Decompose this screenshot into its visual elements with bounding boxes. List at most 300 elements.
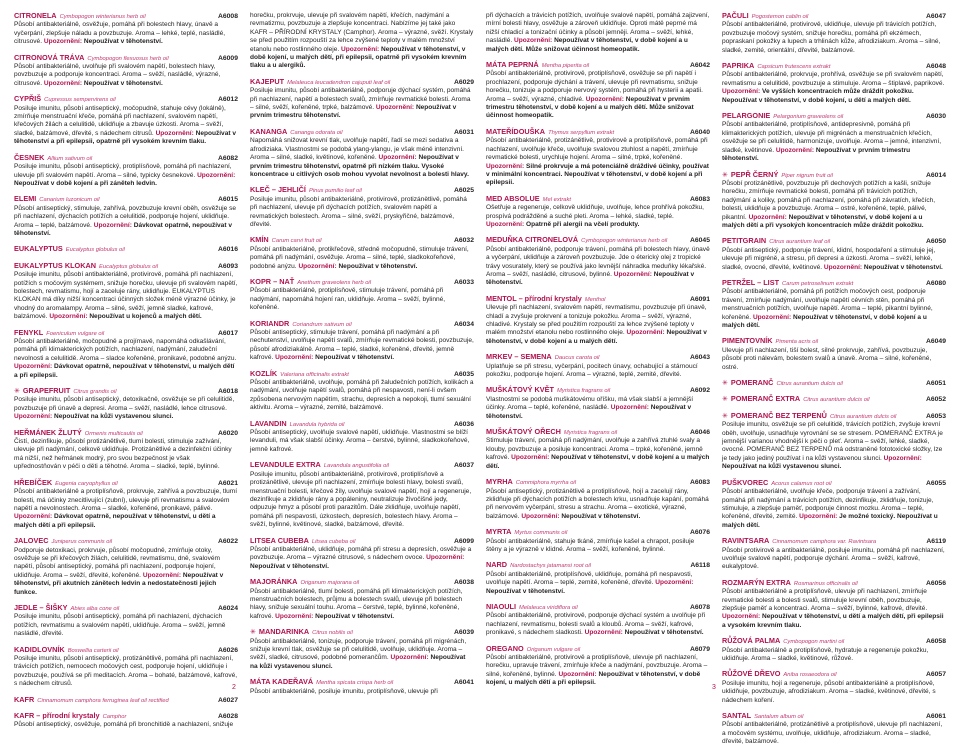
latin-name: Mentha piperita oil [541, 63, 590, 70]
oil-name: PAPRIKA [722, 61, 755, 71]
entry-description [14, 271, 238, 321]
snowflake-icon: ✳ [722, 412, 728, 420]
product-code: A6018 [217, 388, 238, 396]
warning-text: Nepoužívat v těhotenství. [83, 38, 163, 46]
oil-name: MYRTA [486, 527, 512, 537]
entry-description [250, 588, 474, 622]
oil-entry [486, 128, 710, 188]
oil-entry [14, 262, 238, 322]
warning-label: Upozornění: [275, 612, 314, 620]
latin-name: Citrus grandis oil [73, 389, 117, 396]
oil-name: LAVANDIN [250, 418, 287, 428]
entry-description [250, 137, 474, 179]
snowflake-icon: ✳ [722, 171, 728, 179]
oil-name: SANTAL [722, 711, 752, 721]
entry-description [250, 429, 474, 454]
warning-text: Nepoužívat v těhotenství, v době kojení, u malých dětí a při epilepsii. [486, 670, 701, 687]
description-text: Působí antibakteriálně, protivirově, protiplísňově, osvěžuje se při napětí i prochlazení, podporuje dýchání a trávení, ulevuje při revmatismu, snižuje horečku, tonizuje a podporuje nervový systém, pomáhá při hysterii a apatii. Aroma – svěží, výrazné, chladivé. [486, 70, 703, 103]
latin-name: Cupressus sempervirens oil [44, 97, 116, 104]
oil-name: CITRONELA [14, 11, 57, 20]
latin-name: Aniba rosaeodora oil [783, 672, 837, 679]
oil-name: NARD [486, 560, 508, 570]
product-code: A6030 [925, 113, 946, 121]
warning-text: Nepoužívat v těhotenství. [486, 270, 695, 287]
oil-entry [722, 171, 946, 231]
warning-text: Nepoužívat na kůži vystavenou slunci. [54, 413, 174, 421]
entry-description [14, 396, 238, 421]
description-text: Působí antibakteriálně, protiplísňově, uklidňuje, pomáhá při nespavosti, uvolňuje napětí. Aroma – teplé, zemité, kořeněné, dřevité. [486, 570, 693, 587]
entry-header [722, 12, 946, 21]
oil-entry [486, 528, 710, 554]
entry-header [14, 154, 238, 163]
latin-name: Abies alba cone oil [70, 605, 120, 612]
latin-name: Thymus serpyllum extrakt [548, 129, 615, 136]
entry-header [486, 128, 710, 137]
warning-text: Dávkovat opatrně, nepoužívat v těhotenství, u malých dětí a při epilepsii. [14, 363, 235, 379]
entry-continued [486, 12, 710, 54]
product-code: A6082 [217, 154, 238, 162]
description-text: Působí antiseptický, protizánětlivě a protiplísňově, hojí a zacelují rány, zklidňuje při dýchacích potížích a bolestech krku, usnadňuje kapání, pomáhá při nervovém vyčerpání, stresu a strachu. Aroma – exotické, výrazné, balzámové. [486, 487, 709, 520]
warning-text: Nepoužívat v těhotenství. [561, 512, 641, 520]
oil-name: KADIDLOVNÍK [14, 644, 65, 654]
description-text: Uplatňuje se při stresu, vyčerpání, pocitech únavy, ochabující a stárnoucí pokožku, podporuje hojení. Aroma – výrazné, teplé, zemité, dřevité. [486, 362, 698, 379]
entry-header [14, 195, 238, 204]
oil-name: LEVANDULE EXTRA [250, 460, 321, 470]
product-code: A6083 [689, 479, 710, 487]
oil-entry [14, 429, 238, 472]
product-code: A6027 [217, 696, 238, 704]
warning-label: Upozornění: [14, 363, 53, 371]
entry-header [250, 78, 474, 87]
oil-entry [250, 320, 474, 363]
product-code: A6047 [925, 13, 946, 20]
latin-name: Valeriana officinalis extrakt [280, 371, 349, 378]
description-text: Posiluje imunitu, působí antiseptický, protizánětlivě, pomáhá při nachlazení, trávicích potížích, nemocech močových cest, podporuje hojení, uklidňuje i povzbuzuje, používá se při meditacích. Aroma – bohaté, balzámové, kafrové, s nádechem citrusů. [14, 655, 238, 688]
warning-text: Nepoužívat na kůži vystavenou slunci. [722, 463, 842, 471]
oil-name: OREGANO [486, 643, 524, 653]
oil-name: MAJORÁNKA [250, 577, 298, 587]
warning-label: Upozornění: [486, 220, 525, 228]
snowflake-icon: ✳ [14, 388, 20, 396]
warning-text: Je možné toxický. Nepoužívat u malých dětí. [722, 513, 938, 529]
oil-name: MÁTA PEPRNÁ [486, 60, 539, 70]
warning-text: Opatrně při alergii na včelí produkty. [526, 220, 640, 228]
oil-name: MEDUŇKA CITRONELOVÁ [486, 235, 579, 245]
product-code: A6093 [217, 262, 238, 270]
description-text: Působí antibakteriálně, podporuje trávení, pomáhá při bolestech hlavy, únavě a vyčerpání, uklidňuje a zároveň povzbuzuje. Jde o éterický olej z tropické trávy vosurately, který se používá jako levnější náhradka meduňky lékařské. Aroma – svěží, nasládlé, citrusové, bylinné. [486, 245, 710, 278]
oil-name: POMERANČ EXTRA [730, 394, 801, 404]
entry-header [250, 461, 474, 470]
entry-description [250, 546, 474, 571]
oil-name: HŘEBÍČEK [14, 477, 53, 487]
snowflake-icon: ✳ [722, 396, 728, 404]
oil-entry [722, 12, 946, 55]
entry-header [14, 604, 238, 613]
description-text: Působí antibakteriálně, uvolňuje při svalovém napětí, bolestech hlavy, povzbuzuje a podporuje koncentraci. Aroma – svěží, nasládlé, výrazné, citrusové. [14, 63, 221, 87]
warning-label: Upozornění: [298, 262, 337, 270]
oil-name: GRAPEFRUIT [22, 386, 71, 396]
oil-entry [250, 128, 474, 179]
description-text: Působí antibakteriálně, protizánětlivě a protiplísňově, ulevuje při nachlazení, a močovém systému, uvolňuje, uklidňuje, afrodiziakum. Aroma – sladké, dřevité, balzámové. [722, 721, 943, 746]
product-code: A6119 [926, 538, 946, 546]
oil-name: CYPŘIŠ [14, 94, 42, 104]
oil-entry [486, 61, 710, 121]
column-1 [14, 11, 238, 729]
oil-name: MED ABSOLUE [486, 193, 540, 203]
latin-name: Citrus aurantium leaf oil [769, 239, 831, 246]
warning-label: Upozornění: [93, 221, 132, 229]
entry-header [722, 279, 946, 288]
oil-name: ČESNEK [14, 152, 45, 162]
description-text: Posiluje imunitu, hojí a regeneruje, působí antibakteriálně a protiplísňově, uklidňuje, povzbuzuje, afrodiziakum. Aroma – sladké, květinové, dřevité, s nádechem koření. [722, 679, 936, 704]
latin-name: Cinnamomum camphora var. Ravintsara [772, 539, 877, 546]
oil-entry [722, 237, 946, 272]
oil-name: JALOVEC [14, 536, 49, 546]
warning-label: Upozornění: [722, 88, 761, 96]
latin-name: Eucalyptus globulus oil [65, 247, 125, 254]
entry-header [486, 353, 710, 362]
description-text: Podporuje detoxikaci, prokrvuje, působí močopudně, zmírňuje otoky, osvěžuje se při křečových žilách, celulitidě, revmatismu, dně, svalovém napětí, působí antiseptický, pomáhá při nachlazení, podporuje hojení, uklidňuje. Aroma – svěží, dřevité, kořeněné. [14, 546, 220, 579]
warning-label: Upozornění: [43, 79, 83, 87]
description-text: Působí antibakteriálně, protiplísňově, antidepresivně, pomáhá při klimakterických potížích, ulevuje při migrénách a menstruačních křečích, osvěžuje se při celulitidě, harmonizuje, uvolňuje. Aroma – jemné, intenzivní, sladké, květinové. [722, 121, 942, 154]
oil-name: FENYKL [14, 327, 44, 337]
description-text: Posiluje imunitu, působí antiseptický, protiplísňově, pomáhá při nachlazení, ulevuje při svalovém napětí. Aroma – silné, typicky česnekové. [14, 163, 232, 179]
oil-entry [486, 645, 710, 688]
oil-entry [722, 62, 946, 105]
entry-header [722, 579, 946, 588]
entry-header [250, 678, 474, 687]
entry-header [250, 320, 474, 329]
latin-name: Capsicum frutescens extrakt [757, 64, 831, 71]
product-code: A6020 [217, 429, 238, 437]
warning-text: Nepoužívat v těhotenství. [315, 354, 395, 362]
entry-header [250, 537, 474, 546]
oil-entry [250, 537, 474, 572]
latin-name: Ormenis multicaulis oil [84, 430, 143, 437]
product-code: A6118 [690, 562, 710, 570]
oil-entry [722, 379, 946, 388]
product-code: A6076 [689, 529, 710, 537]
oil-name: MRKEV – SEMENA [486, 352, 552, 362]
entry-description [250, 471, 474, 530]
warning-text: Nepoužívat u kojenců a malých dětí. [89, 313, 202, 321]
description-text: Působí protizánětlivě, povzbuzuje při dechových potížích a kašli, snižuje horečku, zmírňuje revmatické bolesti, pomáhá při trávicích potížích, nadýmání a koliky, pomáhá při nachlazení, pomáhá při závratích, křečích, bolesti, uklidňuje a povzbuzuje. Aroma – ostré, kořeněné, teplé, pálivé, pikantní. [722, 179, 936, 221]
product-code: A6025 [453, 187, 474, 195]
oil-entry [722, 279, 946, 330]
entry-description [14, 163, 238, 188]
warning-text: Nepoužívat v prvním trimestru těhotenství, opatrně při nízkém tlaku. Vysoké koncentrace u citlivých osob mohou vyvolat nevolnost a bolesti hlavy. [250, 154, 469, 178]
oil-entry [722, 579, 946, 630]
entry-header [722, 412, 946, 421]
warning-label: Upozornění: [341, 45, 380, 53]
description-text: Působí antibakteriálně, protivirově a protiplísňově, ulevuje při nachlazení, horečku, upravuje trávení, zmírňuje křeče a nadýmání, povzbuzuje. Aroma – silné, kořeněné, bylinné. [486, 654, 708, 678]
product-code: A6045 [689, 237, 710, 245]
warning-text: Nepoužívat v těhotenství, v době kojení a u malých dětí. [722, 313, 927, 329]
entry-header [722, 171, 946, 180]
oil-entry [250, 186, 474, 229]
description-text: Posiluje imunitu, působí antibakteriálně, podporuje dýchací systém, pomáhá při nachlazení, napětí a bolestech svalů, zmírňuje revmatické bolesti. Aroma – silné, svěží, kořeněné, trpké, balzámové. [250, 87, 471, 112]
oil-name: RŮŽOVÁ PALMA [722, 636, 781, 646]
entry-description [250, 12, 474, 71]
entry-header [14, 329, 238, 338]
entry-header [722, 670, 946, 679]
oil-entry [14, 646, 238, 689]
description-text: horečku, prokrvuje, ulevuje při svalovém napětí, křečích, nadýmání a revmatizmu, povzbuzuje a zlepšuje koncentraci. Nabízíme jej také jako KAFR – PŘÍRODNÍ KRYSTALY (Camphor). Aroma – výrazné, svěží. Krystaly se před použitím rozpouští za lehce zvýšené teploty v malém množství etanolu nebo rostlinného oleje. [250, 12, 474, 53]
entry-header [14, 537, 238, 546]
entry-description [14, 613, 238, 638]
product-code: A6031 [453, 128, 474, 136]
description-text: Působí antiseptický, stimuluje, zahřívá, povzbuzuje krevní oběh, osvěžuje se při nachlazení, dýchacích potížích a celulitidě, podporuje hojení, uklidňuje. Aroma – teplé, balzámové. [14, 204, 236, 229]
latin-name: Allium sativum oil [47, 155, 93, 162]
oil-name: PELARGONIE [722, 111, 771, 121]
oil-name: MENTOL – přírodní krystaly [486, 293, 582, 303]
entry-description [486, 654, 710, 688]
entry-header [722, 237, 946, 246]
product-code: A6024 [217, 604, 238, 612]
product-code: A6032 [453, 237, 474, 245]
entry-header [250, 186, 474, 195]
warning-label: Upozornění: [486, 162, 525, 170]
description-text: Působí antibakteriálně, protiplísňově, stimuluje trávení, pomáhá při nadýmání, napomáhá hojení ran, uklidňuje. Aroma – svěží, bylinné, kořeněné. [250, 287, 446, 312]
entry-description [14, 438, 238, 472]
latin-name: Eugenia caryophyllus oil [55, 480, 118, 487]
description-text: Působí antibakteriálně, uvolňuje, pomáhá při žaludečních potížích, kolikách a nadýmání, uvolňuje napětí svalů, pomáhá při nespavosti, není-li ovšem způsobena nervovým napětím, strachu, depresích a nepokoji, tlumí sexuální aktivitu. Aroma – výrazné, zemité, balzámové. [250, 379, 474, 412]
warning-label: Upozornění: [142, 571, 182, 579]
description-text: při dýchacích a trávicích potížích, uvolňuje svalové napětí, pomáhá zajizvení, mírní bolesti hlavy, osvěžuje a zároveň uklidňuje. Oproti mátě peprné má nižší chladicí a tonizační účinky a působí jemněji. Aroma – svěží, lehké, nasládlé. [486, 12, 710, 45]
entry-header [14, 696, 238, 705]
latin-name: Anethum graveolens herb oil [297, 279, 371, 286]
warning-text: Nepoužívat v těhotenství. [486, 404, 692, 420]
oil-entry [14, 95, 238, 146]
warning-label: Upozornění: [275, 354, 314, 362]
latin-name: Lavandula angustifolia oil [323, 463, 389, 470]
oil-entry [14, 12, 238, 47]
oil-name: MATEŘÍDOUŠKA [486, 126, 546, 136]
entry-header [14, 479, 238, 488]
oil-entry [250, 420, 474, 455]
description-text: Ošetřuje a regeneruje, celkově uklidňuje, uvolňuje, lehce prohřívá pokožku, prospívá podrážděné a suché pleti. Aroma – lehké, sladké, teplé. [486, 204, 704, 220]
oil-entry [722, 112, 946, 163]
product-code: A6008 [217, 13, 238, 20]
entry-header [722, 537, 946, 546]
description-text: Působí antibakteriálně, tonizuje, podporuje trávení, pomáhá při migrénách, snižuje krevní tlak, osvěžuje se při celulitidě, uvolňuje, uklidňuje. Aroma – svěží, sladké, citrusové, podobné pomerančům. [250, 637, 467, 662]
product-code: A6012 [217, 96, 238, 104]
entry-description [486, 612, 710, 637]
oil-name: NIAOULI [486, 601, 516, 611]
oil-entry [250, 578, 474, 621]
oil-entry [14, 329, 238, 380]
product-code: A6016 [217, 246, 238, 254]
warning-label: Upozornění: [14, 413, 53, 421]
entry-header [14, 95, 238, 104]
product-code: A6029 [453, 78, 474, 86]
warning-label: Upozornění: [655, 579, 694, 587]
warning-text: Nepoužívat v těhotenství, v době kojení, u malých dětí, při epilepsii, opatrně při vysokém krevním tlaku a u alergiků. [250, 45, 467, 70]
entry-description [486, 437, 710, 471]
description-text: Působí antibakteriálně, protizánětlivě, protivirově a protiplísňově, pomáhá při nachlazení, uvolňuje křeče, uvolňuje svalovou ztuhlost a napětí, zmírňuje revmatické bolesti, urychluje hojení. Aroma – silné, trpké, kořeněné. [486, 137, 708, 162]
oil-entry [14, 387, 238, 422]
oil-entry [250, 678, 474, 696]
entry-header [722, 479, 946, 488]
warning-label: Upozornění: [511, 454, 550, 462]
warning-label: Upozornění: [613, 270, 652, 278]
product-code: A6078 [689, 603, 710, 611]
description-text: Působí protivirově a antibakteriálně, posiluje imunitu, pomáhá při nachlazení, uvolňuje svalové napětí, podporuje dýchání. Aroma – svěží, kafrové, eukalyptové. [722, 546, 945, 571]
oil-name: KORIANDR [250, 318, 290, 328]
oil-entry [14, 54, 238, 89]
product-code: A6017 [217, 329, 238, 337]
entry-header [14, 245, 238, 254]
description-text: Působí antibakteriálně, protikřečově, středně močopudně, stimuluje trávení, pomáhá při nadýmání, osvěžuje. Aroma – silné, teplé, sladkokořeňové, podobné anýzu. [250, 245, 469, 270]
entry-header [14, 429, 238, 438]
latin-name: Coriandrum sativum oil [292, 321, 352, 328]
entry-description [722, 647, 946, 664]
latin-name: Boswellia carterii oil [67, 647, 119, 654]
latin-name: Carum carvi fruit oil [271, 238, 322, 245]
entry-description [722, 347, 946, 372]
entry-description [250, 688, 474, 696]
latin-name: Foeniculum vulgare oil [46, 330, 105, 337]
product-code: A6061 [925, 713, 946, 721]
entry-description [14, 547, 238, 597]
warning-text: Nepoužívat na kůži vystavenou slunci. [250, 654, 466, 670]
warning-text: Nepoužívat v těhotenství. [486, 587, 565, 595]
entry-header [486, 195, 710, 204]
entry-header [14, 646, 238, 655]
latin-name: Litsea cubeba oil [311, 538, 356, 545]
entry-description [722, 71, 946, 105]
product-code: A6080 [925, 279, 946, 287]
entry-description [722, 547, 946, 572]
oil-entry [250, 278, 474, 313]
product-code: A6050 [925, 238, 946, 246]
latin-name: Eucalyptus globulus oil [99, 263, 159, 270]
warning-text: Nepoužívat v těhotenství. [250, 562, 329, 570]
product-code: A6040 [689, 128, 710, 136]
oil-name: PEPŘ ČERNÝ [730, 169, 779, 179]
warning-text: Nepoužívat v těhotenství. [624, 629, 704, 637]
warning-label: Upozornění: [426, 554, 465, 562]
description-text: Působí antibakteriálně, prokrvuje, prohřívá, osvěžuje se při svalovém napětí, revmatismu a celulitidě, povzbuzuje a stimuluje. Aroma – štiplavé, paprikové. [722, 71, 945, 87]
latin-name: Pogostemon cablin oil [751, 14, 809, 20]
latin-name: Mel extrakt [542, 196, 572, 203]
oil-name: PETITGRAIN [722, 236, 767, 246]
oil-entry [486, 561, 710, 596]
entry-description [722, 680, 946, 705]
oil-name: LITSEA CUBEBA [250, 535, 309, 545]
entry-header [250, 370, 474, 379]
oil-name: KMÍN [250, 235, 269, 245]
entry-description [722, 247, 946, 272]
entry-description [722, 21, 946, 55]
description-text: Posiluje imunitu, působí antiseptický, detoxikačně, osvěžuje se při celulitidě, povzbuzuje při únavě a depresi. Aroma – svěží, nasládlé, lehce citrusové. [14, 396, 235, 412]
warning-text: Ve vyšších koncentracích může dráždit pokožku. Nepoužívat v těhotenství, v době kojení, u dětí a malých dětí. [722, 88, 914, 104]
latin-name: Daucus carota oil [554, 355, 600, 362]
oil-name: MÁTA KADEŘAVÁ [250, 677, 314, 687]
product-code: A6079 [689, 645, 710, 653]
entry-description [14, 721, 238, 729]
entry-header [250, 628, 474, 637]
oil-entry [250, 236, 474, 271]
description-text: Působí antibakteriálně, uklidňuje, pomáhá při stresu a depresích, osvěžuje a povzbuzuje. Aroma – výrazné citrusové, s nádechem ovoce. [250, 545, 472, 562]
description-text: Působí antibakteriálně, osvěžuje, pomáhá při bolestech hlavy, únavě a vyčerpání, zlepšuje náladu a povzbuzuje. Aroma – lehké, teplé, nasládlé, citrusové. [14, 21, 226, 46]
latin-name: Myristica fragrans oil [556, 388, 611, 395]
oil-name: KAJEPUT [250, 76, 285, 86]
description-text: Posiluje imunitu, působí antibakteriálně, protivirově, pomáhá při nachlazení, potížích s močovým systémem, snižuje horečku, ulevuje při svalovém napětí, bolestech, revmatismu, hojí a zaceluje rány, uklidňuje. EUKALYPTUS KLOKAN má díky nižší koncentraci účinných složek méně výrazné účinky, je vhodný do aromalampy. Aroma – silné, svěží, jemně sladké, kafrové, balzámové. [14, 271, 238, 321]
entry-description [486, 70, 710, 120]
warning-label: Upozornění: [49, 313, 88, 321]
latin-name: Cymbopogon flexuosus herb oil [87, 55, 169, 62]
entry-header [250, 420, 474, 429]
latin-name: Pelargonium graveolens oil [773, 114, 844, 121]
product-code: A6021 [217, 479, 238, 487]
product-code: A6039 [453, 629, 474, 637]
oil-name: KOPR – NAŤ [250, 276, 295, 286]
entry-description [250, 87, 474, 121]
warning-label: Upozornění: [584, 629, 623, 637]
oil-name: CITRONOVÁ TRÁVA [14, 52, 85, 62]
oil-entry [486, 353, 710, 379]
oil-name: EUKALYPTUS [14, 244, 63, 254]
latin-name: Cymbopogon martini oil [783, 639, 845, 646]
latin-name: Myristica fragrans oil [563, 430, 618, 437]
snowflake-icon: ✳ [250, 629, 256, 637]
entry-description [250, 638, 474, 672]
product-code: A6053 [925, 412, 946, 420]
description-text: Působí antibakteriálně a protiplísňově, ulevuje při nachlazení, zmírňuje revmatické bolesti a bolesti svalů, stimuluje krevní oběh, povzbuzuje, zlepšuje paměť a koncentraci. Aroma – svěží, bylinné, kafrové, dřevité. [722, 588, 928, 612]
latin-name: Nardostachys jatamansi root oil [510, 563, 591, 570]
description-text: Posiluje imunitu, působí antibakteriálně, protivirově, protizánětlivě, pomáhá při nachlazení, ulevuje při dýchacích potížích, svalovém napětí a revmatických bolestech. Aroma – silné, svěží, pryskyřičné, balzámové, dřevité. [250, 195, 467, 228]
latin-name: Mentha spicata crispa herb oil [316, 680, 394, 687]
warning-text: Nepoužívat v těhotenství, v době kojení a u malých dětí. [486, 329, 707, 345]
product-code: A6091 [689, 295, 710, 303]
oil-entry [14, 195, 238, 238]
entry-header [486, 236, 710, 245]
entry-description [486, 246, 710, 288]
oil-entry [722, 395, 946, 404]
oil-name: MYRHA [486, 477, 513, 487]
warning-label: Upozornění: [43, 38, 83, 46]
latin-name: Citrus aurantium dulcis oil [829, 413, 897, 420]
oil-entry [486, 236, 710, 287]
oil-entry [486, 478, 710, 521]
warning-label: Upozornění: [752, 313, 792, 321]
latin-name: Carum petroselinum extrakt [782, 280, 854, 287]
warning-text: Nepoužívat v těhotenství, při akutních zánětech ledvin a nedostatečnosti jejich funkce. [14, 571, 224, 596]
product-code: A6014 [925, 171, 946, 179]
latin-name: Piper nigrum fruit oil [781, 172, 833, 179]
warning-text: Nepoužívat v prvním trimestru těhotenství, v době kojení a u malých dětí. Může snižovat účinnost homeopatik. [486, 95, 694, 120]
entry-description [486, 12, 710, 54]
description-text: Posiluje imunitu, působí antiseptický, močopudně, stahuje cévy (lokálně), zmírňuje menstruační křeče, pomáhá při nachlazení, svalovém napětí, křečových žilách a celulitidě, uklidňuje a zbavuje úzkosti. Aroma – svěží, sladké, balzámové, dřevité, s nádechem citrusů. [14, 104, 226, 137]
warning-label: Upozornění: [155, 129, 194, 137]
warning-text: Nepoužívat v těhotenství. [863, 263, 943, 271]
latin-name: Citrus aurantium dulcis oil [803, 397, 870, 404]
description-text: Napomáhá snižovat krevní tlak, uvolňuje napětí, řadí se mezi sedativa a afrodiziaka. Vlastnostmi se podobá ylang-ylangu, je však méně intenzivní. Aroma – silné, sladké, květinové, kořeněné. [250, 137, 464, 162]
latin-name: Canarium luzonicum oil [39, 197, 100, 204]
warning-text: Silné prokrvuje a má potenciálně dráždivé účinky, používat v minimální koncentraci. Nepoužívat v těhotenství, v době kojení a při epilepsii. [486, 162, 709, 187]
description-text: Posiluje imunitu, působí antiseptický, pomáhá při nachlazení, dýchacích potížích, revmatismu a svalovém napětí, uklidňuje. Aroma – svěží, jemně nasládlé, dřevité. [14, 613, 226, 638]
latin-name: Melaleuca leucadendron cajuputi leaf oil [287, 79, 391, 86]
product-code: A6092 [689, 387, 710, 395]
page-number-right: 3 [712, 684, 716, 691]
product-code: A6043 [689, 354, 710, 362]
description-text: Působí antibakteriálně, tlumí bolesti, pomáhá při klimakterických potížích, menstruačních bolestech, průjmu a bolestech svalů, ulevuje při bolestech hlavy, snižuje sexuální touhu. Aroma – čerstvé, teplé, bylinné, kořeněné, kafrové. [250, 587, 463, 620]
oil-entry [722, 712, 946, 747]
entry-description [250, 379, 474, 413]
latin-name: Cinnamomum camphora ferruginea leaf oil rectified [37, 697, 169, 704]
oil-entry [14, 712, 238, 730]
